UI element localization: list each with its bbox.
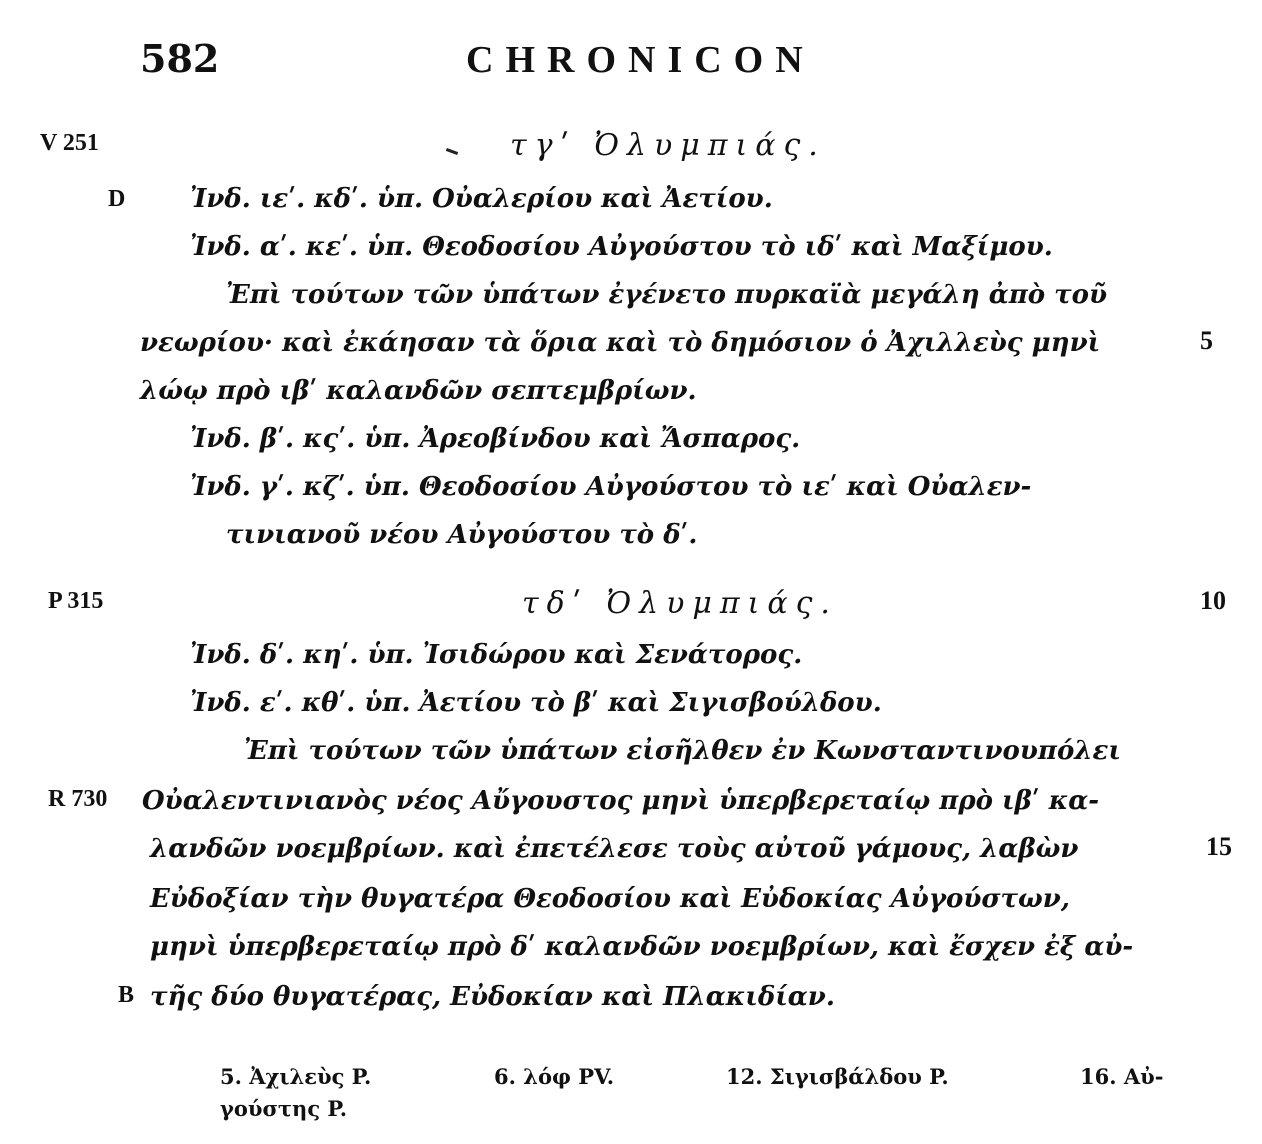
footnote-16-continued: γούστης P. (220, 1096, 348, 1121)
text-line-7: Ἰνδ. γʹ. κζʹ. ὑπ. Θεοδοσίου Αὐγούστου τὸ ιεʹ καὶ Οὐαλεν- (190, 472, 1032, 502)
margin-ref-r: R 730 (48, 786, 108, 812)
footnote-12: 12. Σιγισβάλδου P. (726, 1064, 949, 1089)
margin-ref-b: B (118, 982, 135, 1008)
text-line-13: λανδῶν νοεμβρίων. καὶ ἐπετέλεσε τοὺς αὐτοῦ γάμους, λαβὼν (150, 834, 1079, 864)
line-number-15: 15 (1206, 832, 1232, 861)
margin-ref-p: P 315 (48, 588, 104, 614)
text-line-6: Ἰνδ. βʹ. κςʹ. ὑπ. Ἀρεοβίνδου καὶ Ἄσπαρος. (190, 424, 801, 454)
text-line-9: Ἰνδ. δʹ. κηʹ. ὑπ. Ἰσιδώρου καὶ Σενάτορος. (190, 640, 803, 670)
line-number-5: 5 (1200, 326, 1213, 355)
text-line-1: Ἰνδ. ιεʹ. κδʹ. ὑπ. Οὐαλερίου καὶ Ἀετίου. (190, 184, 773, 214)
text-line-5: λώῳ πρὸ ιβʹ καλανδῶν σεπτεμβρίων. (140, 376, 697, 406)
stray-mark (446, 148, 458, 155)
text-line-12: Οὐαλεντινιανὸς νέος Αὔγουστος μηνὶ ὑπερβερεταίῳ πρὸ ιβʹ κα- (142, 786, 1100, 816)
footnote-5: 5. Ἀχιλεὺς P. (220, 1064, 372, 1089)
footnote-16: 16. Αὐ- (1080, 1064, 1164, 1089)
margin-ref-v: V 251 (40, 130, 99, 156)
text-line-10: Ἰνδ. εʹ. κθʹ. ὑπ. Ἀετίου τὸ βʹ καὶ Σιγισβούλδου. (190, 688, 882, 718)
page-number: 582 (140, 36, 220, 81)
olympiad-heading-2: τδʹ Ὀλυμπιάς. (522, 586, 838, 621)
footnote-6: 6. λόφ PV. (494, 1064, 615, 1089)
line-number-10: 10 (1200, 586, 1226, 615)
running-title: CHRONICON (466, 39, 815, 81)
text-line-14: Εὐδοξίαν τὴν θυγατέρα Θεοδοσίου καὶ Εὐδοκίας Αὐγούστων, (150, 884, 1070, 914)
text-line-3: Ἐπὶ τούτων τῶν ὑπάτων ἐγένετο πυρκαϊὰ μεγάλη ἀπὸ τοῦ (226, 280, 1108, 310)
text-line-8: τινιανοῦ νέου Αὐγούστου τὸ δʹ. (226, 520, 698, 550)
text-line-11: Ἐπὶ τούτων τῶν ὑπάτων εἰσῆλθεν ἐν Κωνσταντινουπόλει (244, 736, 1121, 766)
text-line-15: μηνὶ ὑπερβερεταίῳ πρὸ δʹ καλανδῶν νοεμβρίων, καὶ ἔσχεν ἐξ αὐ- (150, 932, 1134, 962)
text-line-2: Ἰνδ. αʹ. κεʹ. ὑπ. Θεοδοσίου Αὐγούστου τὸ ιδʹ καὶ Μαξίμου. (190, 232, 1053, 262)
text-line-4: νεωρίου· καὶ ἐκάησαν τὰ ὅρια καὶ τὸ δημόσιον ὁ Ἀχιλλεὺς μηνὶ (140, 328, 1101, 358)
olympiad-heading-1: τγʹ Ὀλυμπιάς. (510, 128, 826, 163)
margin-ref-d: D (108, 186, 126, 212)
text-line-16: τῆς δύο θυγατέρας, Εὐδοκίαν καὶ Πλακιδίαν. (150, 982, 835, 1012)
